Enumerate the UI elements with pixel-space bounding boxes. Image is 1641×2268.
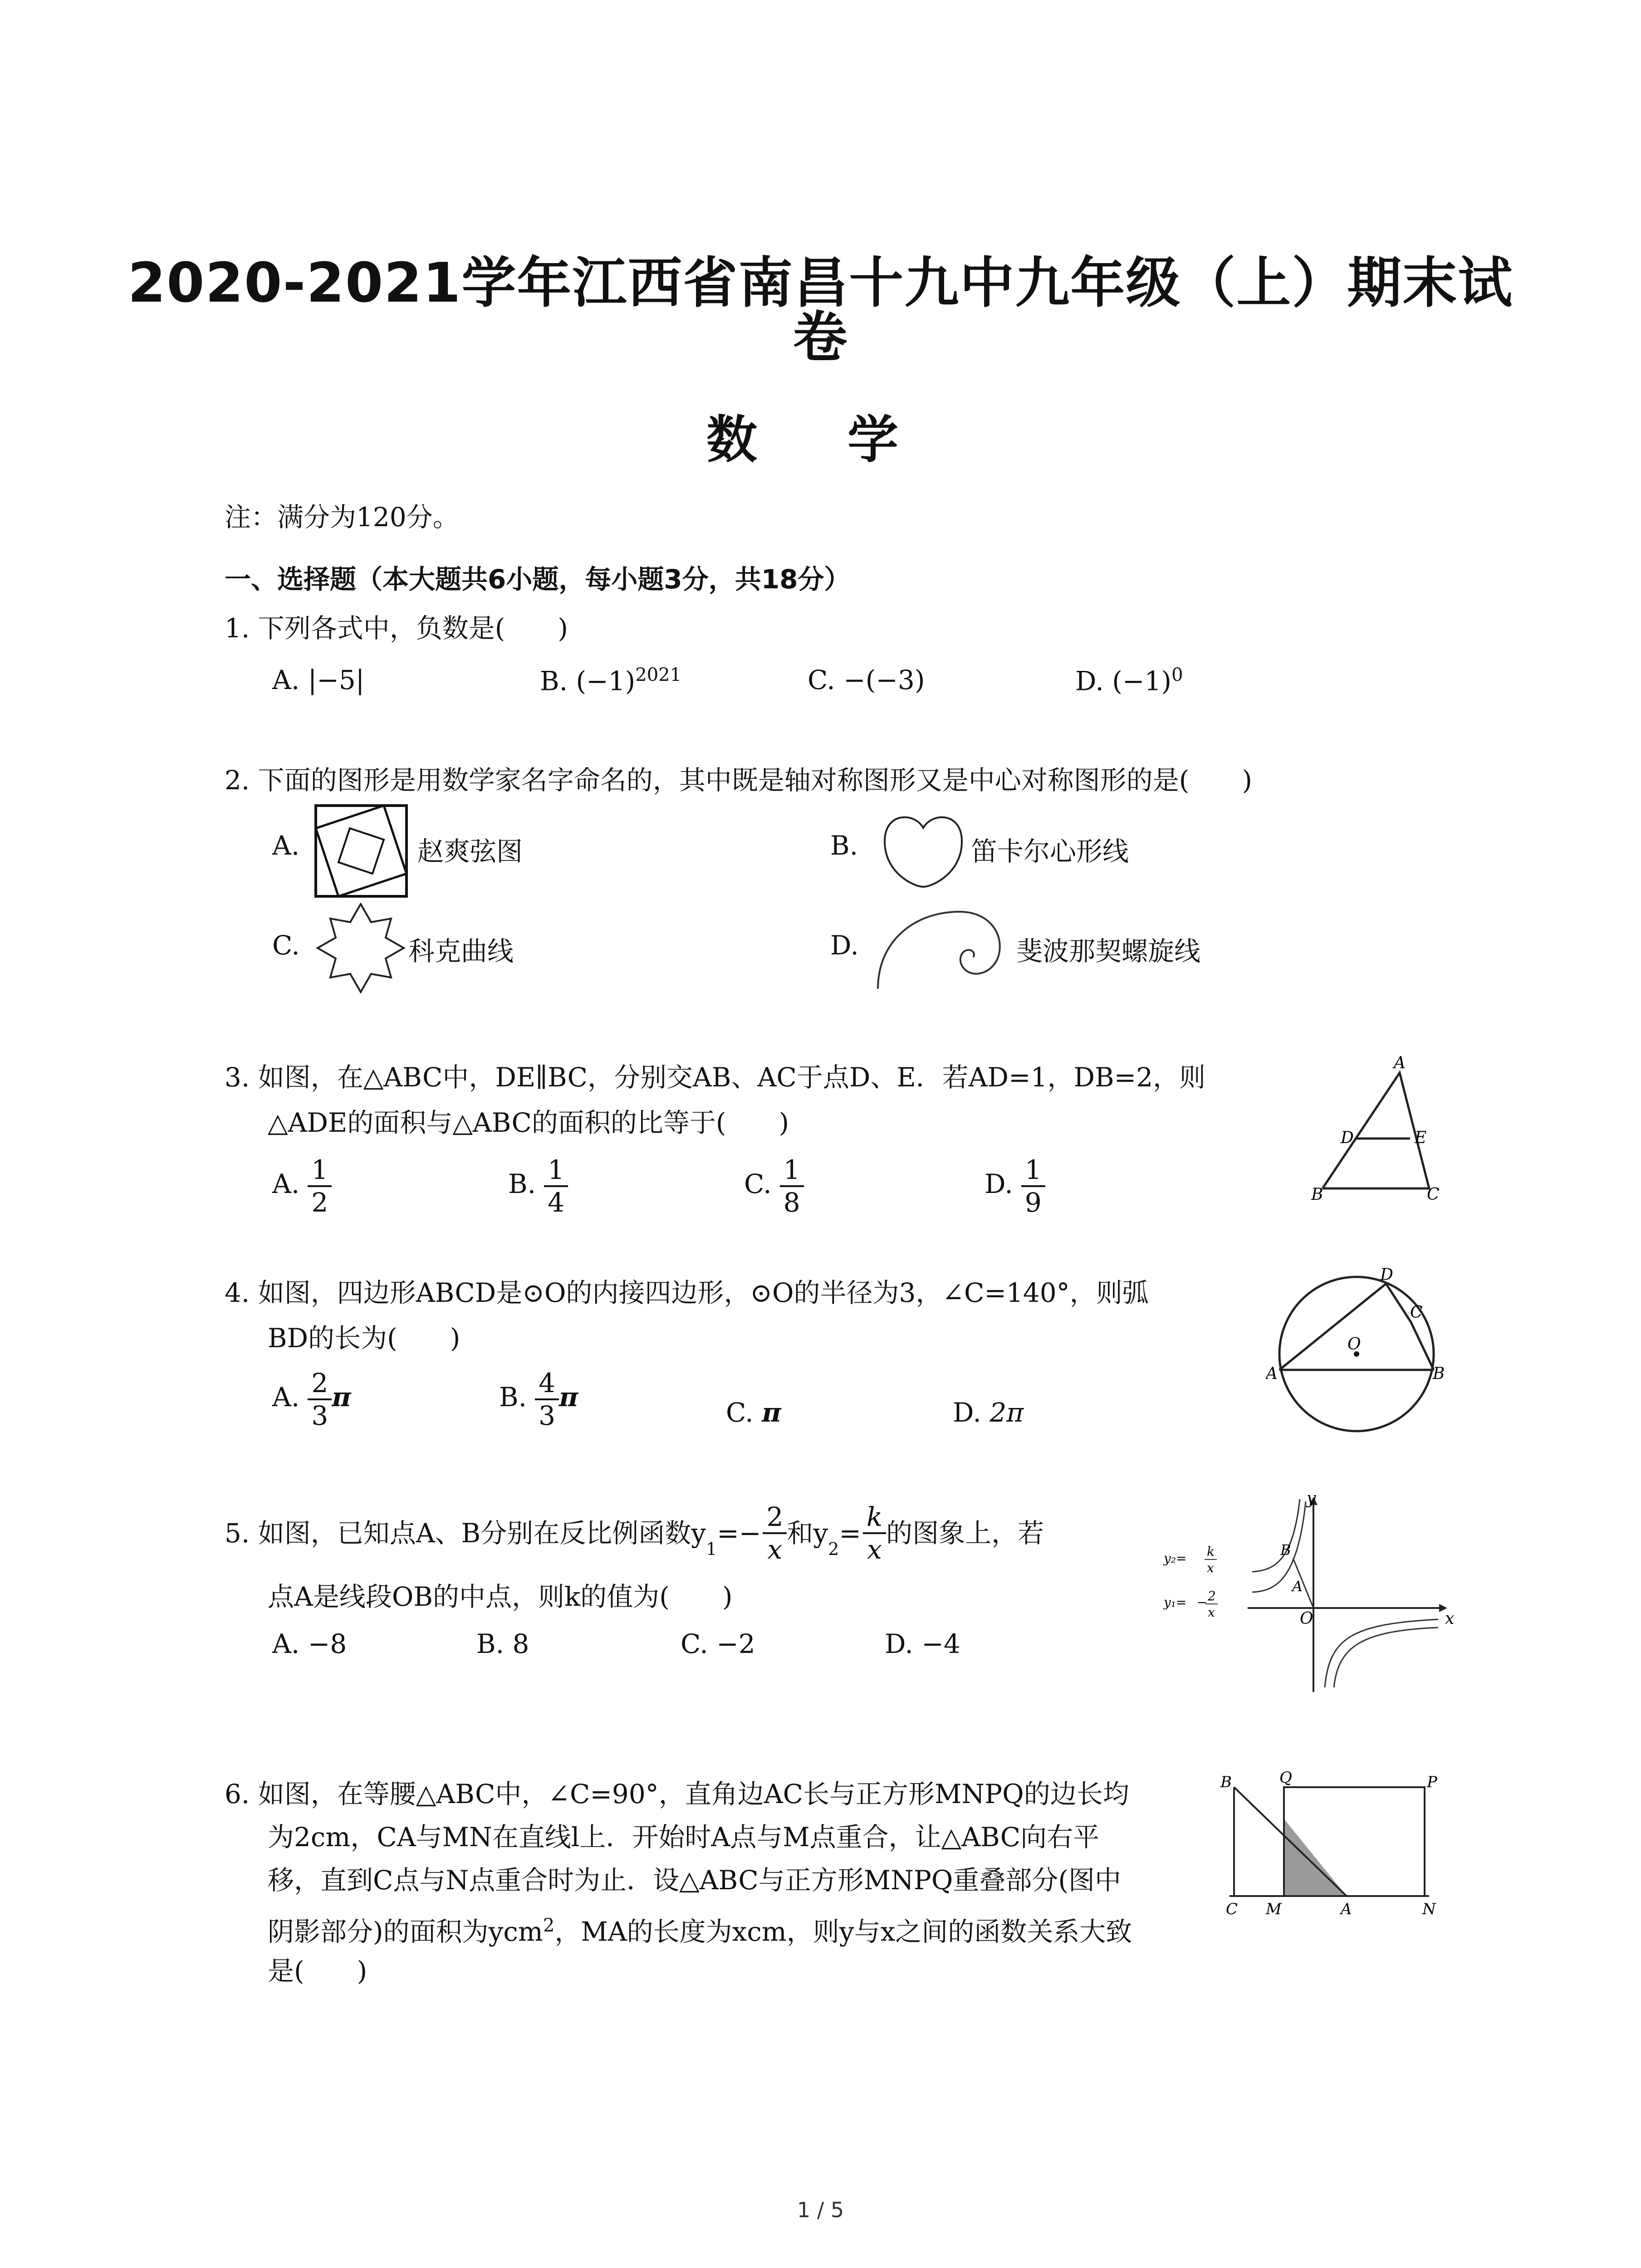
cardioid-curve bbox=[878, 810, 969, 891]
q5-stem-line2: 点A是线段OB的中点，则k的值为( ) bbox=[268, 1581, 733, 1612]
exam-title-line2: 卷 bbox=[793, 306, 848, 369]
koch-snowflake bbox=[313, 900, 408, 996]
q3-stem-line1: 3. 如图，在△ABC中，DE∥BC，分别交AB、AC于点D、E．若AD=1，DB=2，则 bbox=[225, 1062, 1206, 1093]
q1-stem: 1. 下列各式中，负数是( ) bbox=[225, 613, 568, 644]
q2-option-b-name: 笛卡尔心形线 bbox=[971, 836, 1129, 867]
q4-stem-line1: 4. 如图，四边形ABCD是⊙O的内接四边形，⊙O的半径为3，∠C=140°，则弧 bbox=[225, 1277, 1149, 1308]
q4-stem-line2: BD的长为( ) bbox=[268, 1323, 460, 1354]
q5-label-x: x bbox=[1445, 1609, 1455, 1628]
q6-label-b: B bbox=[1220, 1773, 1232, 1791]
q3-label-b: B bbox=[1311, 1185, 1323, 1202]
q4-option-a: A. $\frac{2}{3}$ π bbox=[272, 1368, 351, 1431]
q5-option-a: A. −8 bbox=[272, 1628, 347, 1659]
q5-label-x2: x bbox=[1208, 1605, 1215, 1620]
q5-option-b: B. 8 bbox=[476, 1628, 529, 1659]
q6-label-a: A bbox=[1341, 1900, 1352, 1918]
q2-option-d-label: D. bbox=[830, 930, 859, 961]
q3-option-c: C. $\frac{1}{8}$ bbox=[744, 1154, 804, 1218]
q3-option-a: A. $\frac{1}{2}$ bbox=[272, 1154, 332, 1218]
q5-option-d: D. −4 bbox=[885, 1628, 960, 1659]
q6-line2: 为2cm，CA与MN在直线l上．开始时A点与M点重合，让△ABC向右平 bbox=[268, 1822, 1100, 1853]
q5-label-k: k bbox=[1207, 1544, 1215, 1559]
q4-label-o: O bbox=[1347, 1335, 1361, 1354]
q3-label-d: D bbox=[1341, 1129, 1354, 1147]
q3-label-e: E bbox=[1415, 1129, 1427, 1147]
q4-label-b: B bbox=[1433, 1364, 1445, 1383]
q5-label-y: y bbox=[1307, 1489, 1316, 1508]
q6-line1: 6. 如图，在等腰△ABC中，∠C=90°，直角边AC长与正方形MNPQ的边长均 bbox=[225, 1779, 1129, 1809]
q6-label-p: P bbox=[1427, 1773, 1437, 1791]
q4-label-d: D bbox=[1380, 1266, 1393, 1284]
q4-circle-figure bbox=[1266, 1266, 1447, 1447]
score-note: 注：满分为120分。 bbox=[225, 502, 459, 533]
q5-label-x1: x bbox=[1207, 1560, 1214, 1575]
q6-label-q: Q bbox=[1279, 1769, 1292, 1787]
section1-heading: 一、选择题（本大题共6小题，每小题3分，共18分） bbox=[225, 564, 851, 595]
q3-option-d: D. $\frac{1}{9}$ bbox=[985, 1154, 1045, 1218]
q3-stem-line2: △ADE的面积与△ABC的面积的比等于( ) bbox=[268, 1107, 789, 1138]
q2-option-a-label: A. bbox=[272, 830, 300, 861]
exam-title-line1: 2020-2021学年江西省南昌十九中九年级（上）期末试 bbox=[127, 252, 1514, 315]
q4-option-d: D. 2π bbox=[953, 1397, 1024, 1428]
q2-option-c-label: C. bbox=[272, 930, 300, 961]
q2-option-a-name: 赵爽弦图 bbox=[417, 836, 523, 867]
q5-label-minus: − bbox=[1197, 1595, 1208, 1610]
q1-option-c: C. −(−3) bbox=[808, 665, 925, 695]
q5-label-o: O bbox=[1300, 1609, 1313, 1628]
q1-option-d: D. $(-1)^0$ bbox=[1075, 665, 1183, 697]
q1-option-b: B. $(-1)^{2021}$ bbox=[540, 665, 682, 697]
q4-label-a: A bbox=[1266, 1364, 1278, 1383]
q6-label-m: M bbox=[1266, 1900, 1282, 1918]
page-number: 1 / 5 bbox=[797, 2198, 844, 2222]
q6-label-n: N bbox=[1422, 1900, 1436, 1918]
q6-line5: 是( ) bbox=[268, 1955, 367, 1986]
q5-option-c: C. −2 bbox=[681, 1628, 755, 1659]
q4-option-b: B. $\frac{4}{3}$ π bbox=[499, 1368, 578, 1431]
q2-option-b-label: B. bbox=[830, 830, 858, 861]
q4-label-c: C bbox=[1410, 1303, 1423, 1322]
q4-option-c: C. π bbox=[726, 1397, 781, 1428]
q3-label-c: C bbox=[1427, 1185, 1440, 1202]
q2-option-d-name: 斐波那契螺旋线 bbox=[1016, 936, 1201, 967]
zhao-shuang-diagram bbox=[313, 803, 413, 903]
q6-square-figure bbox=[1216, 1769, 1452, 1923]
q6-line3: 移，直到C点与N点重合时为止．设△ABC与正方形MNPQ重叠部分(图中 bbox=[268, 1865, 1122, 1896]
q5-label-y1: y₁= bbox=[1164, 1595, 1187, 1610]
q5-label-a: A bbox=[1292, 1578, 1303, 1595]
subject-title: 数 学 bbox=[706, 411, 935, 469]
fibonacci-spiral bbox=[873, 905, 1009, 991]
q5-hyperbola-figure bbox=[1161, 1488, 1461, 1696]
q5-label-b: B bbox=[1280, 1541, 1291, 1559]
q2-stem: 2. 下面的图形是用数学家名字命名的，其中既是轴对称图形又是中心对称图形的是( ) bbox=[225, 765, 1253, 796]
q3-triangle-figure bbox=[1298, 1052, 1447, 1202]
q2-option-c-name: 科克曲线 bbox=[408, 936, 514, 967]
q5-stem-line1: 5. 如图，已知点A、B分别在反比例函数y $_1$ =− $\frac{2}{x}$ 和y $_2$ = $\frac{k}{x}$ 的图象上，若 bbox=[225, 1501, 1044, 1565]
q3-label-a: A bbox=[1394, 1054, 1406, 1072]
q5-label-y2: y₂= bbox=[1164, 1551, 1187, 1566]
q6-line4: 阴影部分)的面积为ycm$^2$，MA的长度为xcm，则y与x之间的函数关系大致 bbox=[268, 1915, 1132, 1947]
q5-label-2: 2 bbox=[1208, 1589, 1216, 1603]
q3-option-b: B. $\frac{1}{4}$ bbox=[508, 1154, 568, 1218]
q6-label-c: C bbox=[1226, 1900, 1238, 1918]
q1-option-a: A. |−5| bbox=[272, 665, 365, 695]
